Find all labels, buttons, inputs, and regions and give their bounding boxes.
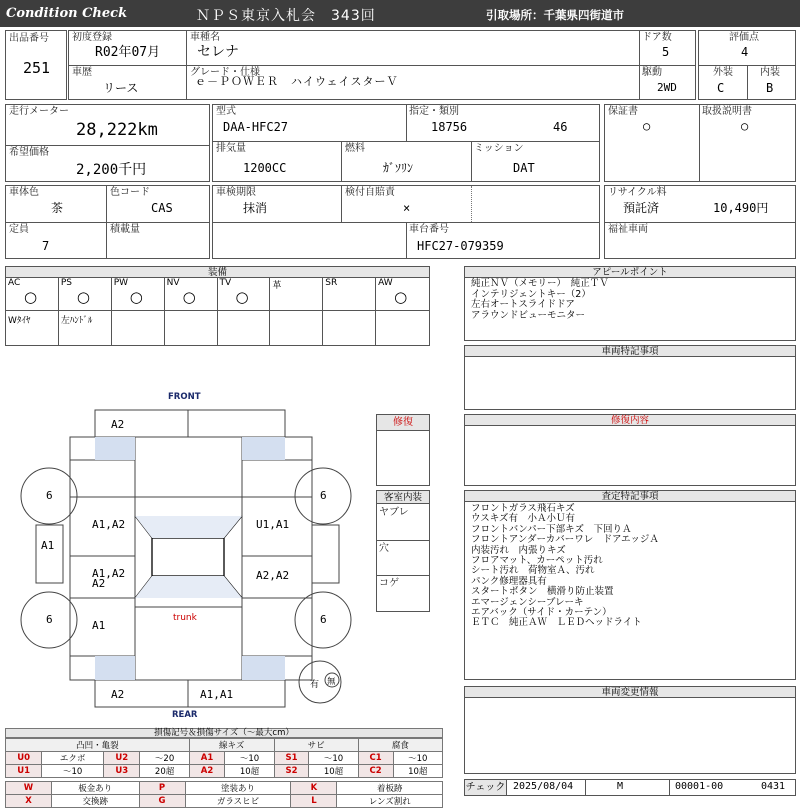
legend-code: S2 <box>274 765 309 778</box>
repair-content-title: 修復内容 <box>465 415 795 426</box>
legend-meaning: ～20 <box>140 752 189 765</box>
interior-condition-box <box>376 490 430 612</box>
equipment-box <box>5 266 430 346</box>
tire-rear-right: 6 <box>320 613 327 626</box>
equipment-cell <box>6 278 59 311</box>
capacity-value: 7 <box>42 239 50 253</box>
warranty-value: ○ <box>643 119 651 133</box>
equipment-mark: ○ <box>182 288 196 306</box>
repair-flag-box <box>376 414 430 486</box>
legend-code: L <box>291 795 337 808</box>
equipment-cell <box>59 278 112 311</box>
equipment-mark: ○ <box>76 288 90 306</box>
check-date: 2025/08/04 <box>513 781 574 792</box>
legend-code: U1 <box>6 765 42 778</box>
legend-code: U0 <box>6 752 42 765</box>
mileage-box: 走行メーター 28,222km 希望価格 2,200千円 <box>5 104 210 182</box>
spare-tire-label: 有 <box>310 680 320 690</box>
equipment-option: Wﾀｲﾔ <box>8 316 31 326</box>
recycle-fee: 10,490円 <box>713 201 769 215</box>
legend-meaning: ～10 <box>309 752 358 765</box>
equipment-cell <box>270 278 323 311</box>
legend-code: C2 <box>358 765 393 778</box>
legend-meaning: 塗装あり <box>185 782 291 795</box>
left-rear-damage: A1 <box>92 619 106 632</box>
score-value: 4 <box>741 45 749 59</box>
note-line: フロアマット、カーペット汚れ <box>471 555 603 567</box>
lot-box: 出品番号 251 <box>5 30 67 100</box>
interior-item: コゲ <box>379 578 399 589</box>
equipment-code: SR <box>325 278 338 288</box>
tire-rear-left: 6 <box>46 613 53 626</box>
first-registration: R02年07月 <box>95 45 161 60</box>
rear-bumper-left-damage: A2 <box>111 688 125 701</box>
recycle-box: リサイクル料 預託済 10,490円 福祉車両 <box>604 185 796 259</box>
damage-diagram <box>0 388 376 723</box>
legend-code: P <box>139 782 185 795</box>
legend-code: S1 <box>274 752 309 765</box>
repair-flag-title: 修復 <box>377 415 429 431</box>
footer-bar <box>464 779 796 796</box>
inspection-notes-box <box>464 490 796 680</box>
legend-title: 損傷記号＆損傷サイズ（～最大cm） <box>5 728 443 738</box>
legend-code: K <box>291 782 337 795</box>
left-mirror-damage: A1 <box>41 539 55 552</box>
interior-condition-title: 客室内装 <box>377 491 429 504</box>
legend-meaning: ～10 <box>42 765 104 778</box>
exterior-grade: C <box>717 81 725 95</box>
special-notes-box <box>464 345 796 410</box>
appeal-box <box>464 266 796 341</box>
pickup-location: 引取場所：千葉県四街道市 <box>486 8 624 22</box>
interior-item: ヤブレ <box>379 507 409 518</box>
front-label: FRONT <box>168 392 201 402</box>
legend-group: 凸凹・亀裂 <box>6 739 190 752</box>
left-front-damage: A1,A2 <box>92 518 126 531</box>
changes-box <box>464 686 796 774</box>
legend-meaning: 10超 <box>225 765 274 778</box>
color-code-value: CAS <box>151 201 173 215</box>
legend-meaning: エクボ <box>42 752 104 765</box>
legend-code: U2 <box>104 752 140 765</box>
documents-box: 保証書 ○ 取扱説明書 ○ <box>604 104 796 182</box>
tire-front-right: 6 <box>320 489 327 502</box>
model-name: セレナ <box>197 44 239 60</box>
legend-code: U3 <box>104 765 140 778</box>
equipment-code: AW <box>378 278 393 288</box>
legend-meaning: 20超 <box>140 765 189 778</box>
interior-item: 穴 <box>379 543 389 554</box>
legend-meaning: ～10 <box>393 752 442 765</box>
equipment-cell <box>218 278 271 311</box>
equipment-code: TV <box>219 278 232 288</box>
repair-content-box <box>464 414 796 486</box>
note-line: ウスキズ有 小Ａ小Ｕ有 <box>471 513 576 525</box>
note-line: ＥＴＣ 純正ＡＷ ＬＥＤヘッドライト <box>471 617 642 629</box>
equipment-code: PW <box>113 278 129 288</box>
equipment-cell <box>112 278 165 311</box>
self-insurance-value: × <box>403 201 411 215</box>
check-number: 00001-00 <box>675 781 724 792</box>
equipment-mark: ○ <box>24 288 38 306</box>
inspection-notes-title: 査定特記事項 <box>465 491 795 502</box>
drive-value: 2WD <box>657 81 677 94</box>
interior-grade: B <box>766 81 774 95</box>
legend-code: A1 <box>189 752 225 765</box>
check-label: チェック <box>465 782 506 793</box>
note-line: パンク修理器具有 <box>471 575 547 587</box>
trunk-label: trunk <box>173 613 197 623</box>
lot-number: 251 <box>23 59 51 77</box>
legend-code: C1 <box>358 752 393 765</box>
inspection-box: 車検期限 抹消 検付自賠責 × 車台番号 HFC27-079359 <box>212 185 600 259</box>
equipment-code: 革 <box>272 281 282 291</box>
color-value: 茶 <box>51 201 64 215</box>
manual-value: ○ <box>741 119 749 133</box>
appeal-lines <box>471 279 609 321</box>
note-line: エアバック（サイド・カーテン） <box>471 607 612 619</box>
front-bumper-damage: A2 <box>111 418 125 431</box>
equipment-mark: ○ <box>235 288 249 306</box>
note-line: シート汚れ 荷物室Ａ、汚れ <box>471 565 595 577</box>
header-bar <box>0 0 800 27</box>
right-front-damage: U1,A1 <box>256 518 290 531</box>
rear-label: REAR <box>172 710 198 720</box>
tire-front-left: 6 <box>46 489 53 502</box>
legend-group: 線キズ <box>189 739 274 752</box>
legend-code: G <box>139 795 185 808</box>
mileage-value: 28,222km <box>76 120 158 140</box>
score-box: 評価点 4 外装 C 内装 B <box>698 30 796 100</box>
legend-meaning: 板金あり <box>52 782 140 795</box>
chassis-value: HFC27-079359 <box>417 239 504 253</box>
spec-number: 18756 <box>431 120 468 134</box>
equipment-option: 左ﾊﾝﾄﾞﾙ <box>60 316 93 326</box>
note-line: フロントガラス飛石キズ <box>471 503 575 514</box>
color-box: 車体色 茶 色コード CAS 定員 7 積載量 <box>5 185 210 259</box>
legend-group: 腐食 <box>358 739 442 752</box>
equipment-cell <box>165 311 218 345</box>
appeal-line: 左右オートスライドドア <box>471 299 575 310</box>
note-line: フロントバンパー下部キズ 下回りＡ <box>471 523 632 535</box>
cc-value: 1200CC <box>243 161 287 175</box>
equipment-cell <box>59 311 112 345</box>
rear-bumper-right-damage: A1,A1 <box>200 688 234 701</box>
legend-code: W <box>6 782 52 795</box>
legend-code: X <box>6 795 52 808</box>
damage-legend <box>5 728 443 808</box>
price-value: 2,200千円 <box>76 162 147 178</box>
equipment-code: AC <box>8 278 21 288</box>
vehicle-header-box: 初度登録 R02年07月 車種名 セレナ ドア数 5 車歴 リース グレード・仕様 ｅ－ＰＯＷＥＲ ハイウェイスターＶ 駆動 2WD <box>68 30 696 100</box>
grade-value: ｅ－ＰＯＷＥＲ ハイウェイスターＶ <box>195 75 399 88</box>
note-line: フロントアンダーカバーワレ ドアエッジＡ <box>471 534 659 546</box>
equipment-cell <box>376 311 429 345</box>
equipment-cell <box>112 311 165 345</box>
legend-group: サビ <box>274 739 358 752</box>
class-number: 46 <box>553 120 568 134</box>
equipment-code: PS <box>60 278 73 288</box>
equipment-cell <box>165 278 218 311</box>
doors-value: 5 <box>662 45 670 59</box>
note-line: スタートボタン 横滑り防止装置 <box>471 586 614 598</box>
legend-meaning: 交換跡 <box>52 795 140 808</box>
legend-meaning: ～10 <box>225 752 274 765</box>
history-value: リース <box>103 81 139 95</box>
left-rear-door-damage: A1,A2 A2 <box>92 567 126 590</box>
appeal-title: アピールポイント <box>465 267 795 278</box>
inspection-notes-lines <box>471 504 659 629</box>
equipment-cell <box>218 311 271 345</box>
equipment-cell <box>270 311 323 345</box>
equipment-cell <box>323 311 376 345</box>
equipment-title: 装備 <box>6 267 429 278</box>
equipment-code: NV <box>166 278 180 288</box>
note-line: 内装汚れ 内張りキズ <box>471 544 566 556</box>
equipment-cell <box>376 278 429 311</box>
appeal-line: アラウンドビューモニター <box>471 309 586 321</box>
equipment-mark: ○ <box>394 288 408 306</box>
appeal-line: インテリジェントキー（2） <box>471 288 591 300</box>
auction-title: ＮＰＳ東京入札会 343回 <box>196 8 376 24</box>
legend-code: A2 <box>189 765 225 778</box>
type-value: DAA-HFC27 <box>223 120 289 134</box>
special-notes-title: 車両特記事項 <box>465 346 795 357</box>
fuel-value: ｶﾞｿﾘﾝ <box>383 161 414 175</box>
legend-meaning: 10超 <box>309 765 358 778</box>
right-rear-door-damage: A2,A2 <box>256 569 290 582</box>
legend-meaning: 10超 <box>393 765 442 778</box>
legend-meaning: ガラスヒビ <box>185 795 291 808</box>
brand-title: Condition Check <box>6 6 128 21</box>
legend-meaning: 着板跡 <box>337 782 443 795</box>
note-line: エマージェンシーブレーキ <box>471 596 584 608</box>
equipment-cell <box>6 311 59 345</box>
recycle-status: 預託済 <box>623 201 660 215</box>
mission-value: DAT <box>513 161 535 175</box>
legend-meaning: レンズ割れ <box>337 795 443 808</box>
equipment-cell <box>323 278 376 311</box>
check-sequence: 0431 <box>761 781 786 792</box>
spec-box: 型式 DAA-HFC27 指定・類別 18756 46 排気量 1200CC 燃料 ｶﾞｿﾘﾝ ミッション DAT <box>212 104 600 182</box>
appeal-line: 純正ＮＶ（メモリー） 純正ＴＶ <box>471 278 609 289</box>
inspection-value: 抹消 <box>243 201 268 215</box>
changes-title: 車両変更情報 <box>465 687 795 698</box>
check-code: M <box>617 781 624 792</box>
spare-tire-mark: 無 <box>327 677 336 687</box>
equipment-mark: ○ <box>129 288 143 306</box>
